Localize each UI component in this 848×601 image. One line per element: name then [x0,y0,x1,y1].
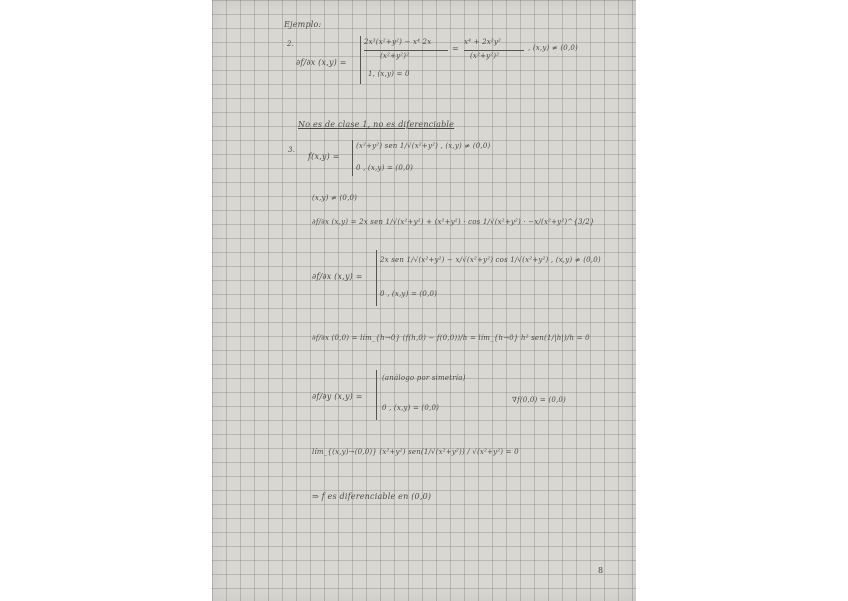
example1-eq: = [452,44,459,53]
example2-deriv-line: ∂f/∂x (x,y) = 2x sen 1/√(x²+y²) + (x²+y²) · cos 1/√(x²+y²) · −x/(x²+y²)^{3/2} [312,218,595,226]
remark1: No es de clase 1, no es diferenciable [298,120,455,129]
example1-cond: , (x,y) ≠ (0,0) [528,44,578,52]
example2-def-brace [352,140,353,176]
example2-limit-line: ∂f/∂x (0,0) = lím_{h→0} (f(h,0) − f(0,0))/h = lím_{h→0} h² sen(1/|h|)/h = 0 [312,334,590,342]
example1-lhs: ∂f/∂x (x,y) = [296,58,347,67]
graph-paper-sheet [212,0,636,601]
example2-def-case2: 0 , (x,y) = (0,0) [356,164,414,172]
example1-case2: 1, (x,y) = 0 [368,70,410,78]
example1-rhs-num: x⁴ + 2x²y² [464,38,502,46]
example2-number: 3. [288,146,296,154]
example2-final-limit: lím_{(x,y)→(0,0)} (x²+y²) sen(1/√(x²+y²)) / √(x²+y²) = 0 [312,448,519,456]
page-number: 8 [598,566,604,575]
example1-rhs-frac-line [464,50,524,51]
example2-domain-note: (x,y) ≠ (0,0) [312,194,358,202]
example2-dy-brace [376,370,377,420]
example1-number: 2. [287,40,295,48]
example2-dy-case1: (análogo por simetría) [382,374,466,382]
example1-frac-line [364,50,448,51]
example2-deriv-case1: 2x sen 1/√(x²+y²) − x/√(x²+y²) cos 1/√(x²+y²) , (x,y) ≠ (0,0) [380,256,601,264]
example1-case1-den: (x²+y²)² [380,52,410,60]
example2-dy-lhs: ∂f/∂y (x,y) = [312,392,363,401]
example2-deriv-cases-lhs: ∂f/∂x (x,y) = [312,272,363,281]
example2-conclusion: ⇒ f es diferenciable en (0,0) [312,492,432,501]
example2-def-lhs: f(x,y) = [308,152,340,161]
example1-rhs-den: (x²+y²)² [470,52,500,60]
example1-brace [360,36,361,84]
heading: Ejemplo: [284,20,322,29]
example2-deriv-brace [376,250,377,306]
example1-case1-num: 2x³(x²+y²) − x⁴ 2x [364,38,432,46]
example2-deriv-case2: 0 , (x,y) = (0,0) [380,290,438,298]
example2-gradient: ∇f(0,0) = (0,0) [512,396,566,404]
example2-dy-case2: 0 , (x,y) = (0,0) [382,404,440,412]
example2-def-case1: (x²+y²) sen 1/√(x²+y²) , (x,y) ≠ (0,0) [356,142,491,150]
